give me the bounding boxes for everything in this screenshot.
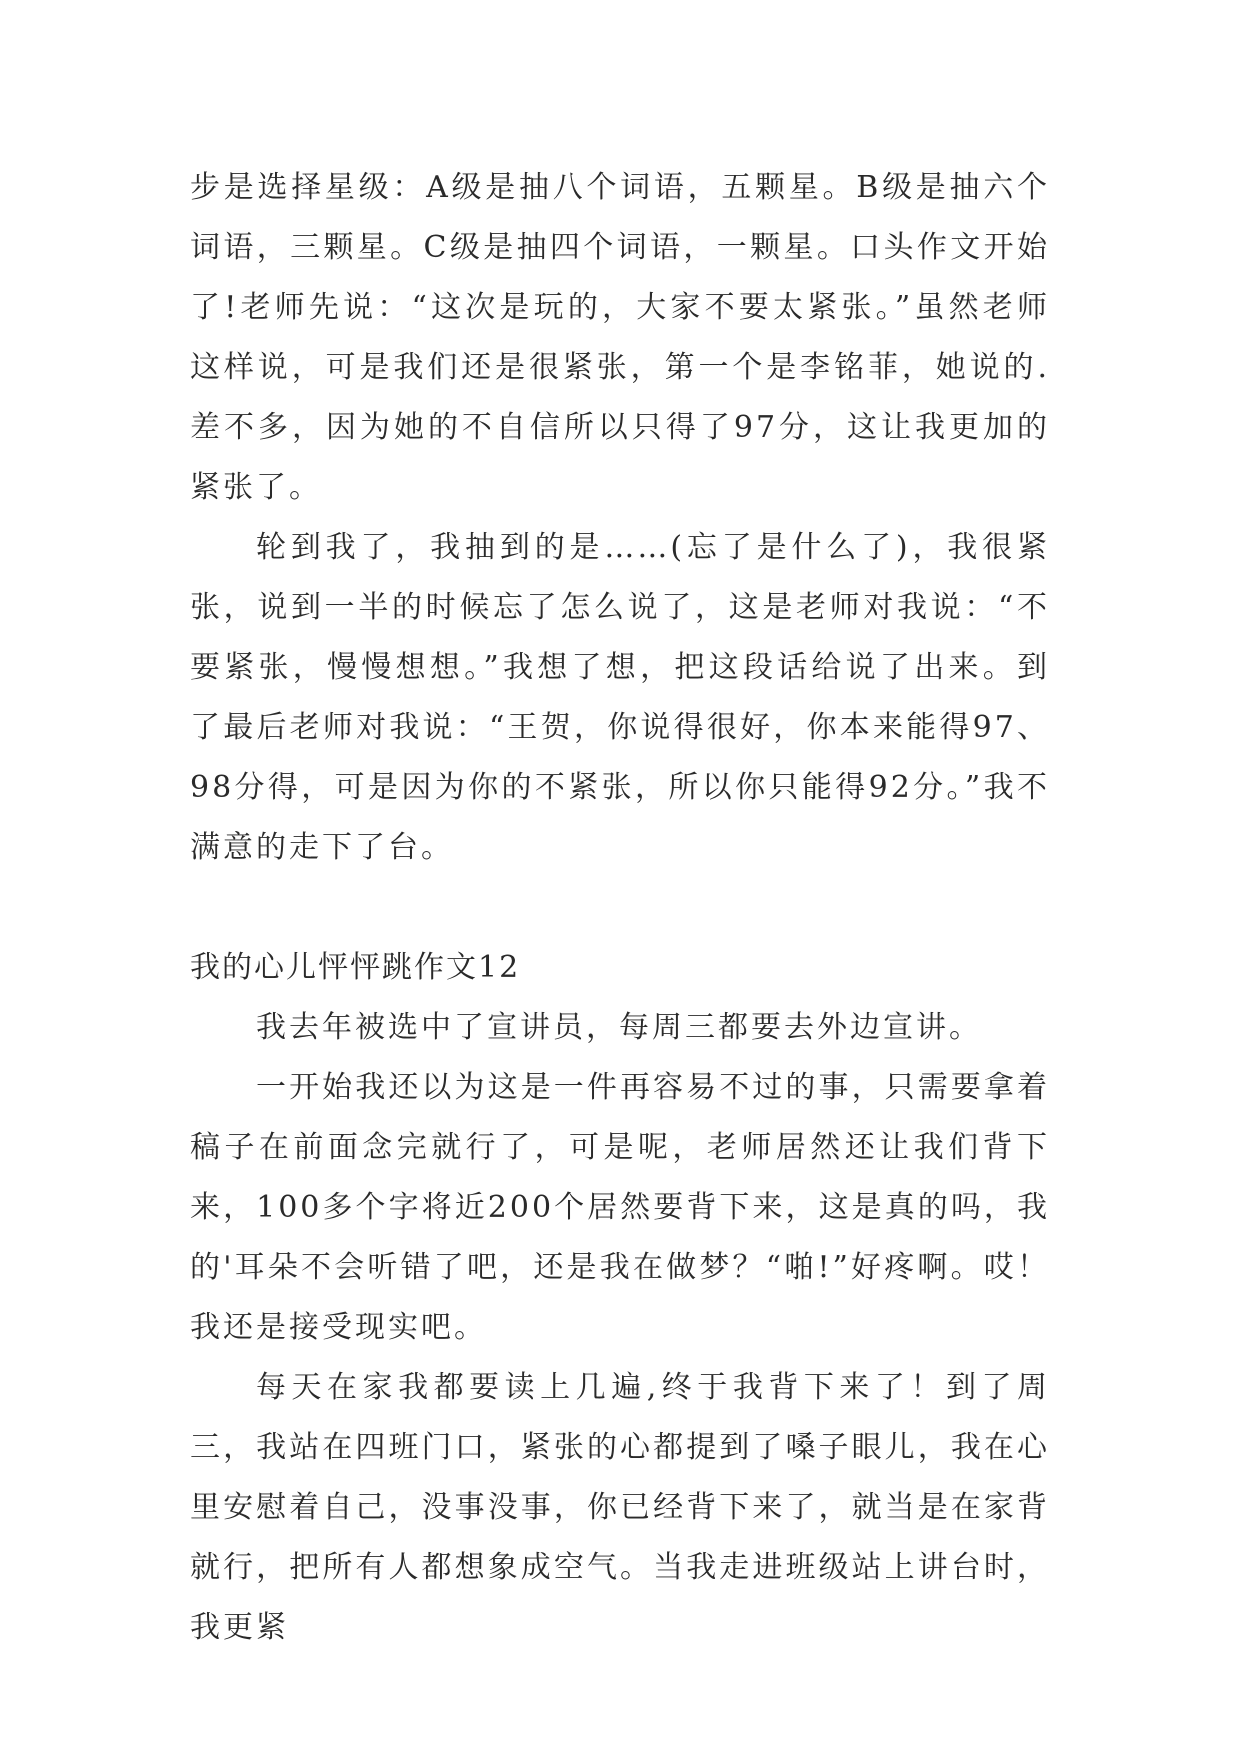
paragraph: 每天在家我都要读上几遍,终于我背下来了！到了周三，我站在四班门口，紧张的心都提到了嗓子眼儿，我在心里安慰着自己，没事没事，你已经背下来了，就当是在家背就行，把所有人都想象成空气。当我走进班级站上讲台时，我更紧 bbox=[190, 1370, 1050, 1645]
paragraph: 轮到我了，我抽到的是……(忘了是什么了)，我很紧张，说到一半的时候忘了怎么说了，这是老师对我说：“不要紧张，慢慢想想。”我想了想，把这段话给说了出来。到了最后老师对我说：“王贺，你说得很好，你本来能得97、98分得，可是因为你的不紧张，所以你只能得92分。”我不满意的走下了台。 bbox=[190, 530, 1050, 865]
paragraph-continued: 步是选择星级：A级是抽八个词语，五颗星。B级是抽六个词语，三颗星。C级是抽四个词语，一颗星。口头作文开始了!老师先说：“这次是玩的，大家不要太紧张。”虽然老师这样说，可是我们还是很紧张，第一个是李铭菲，她说的.差不多，因为她的不自信所以只得了97分，这让我更加的紧张了。 bbox=[190, 170, 1050, 505]
paragraph: 一开始我还以为这是一件再容易不过的事，只需要拿着稿子在前面念完就行了，可是呢，老师居然还让我们背下来，100多个字将近200个居然要背下来，这是真的吗，我的'耳朵不会听错了吧，还是我在做梦？“啪!”好疼啊。哎！我还是接受现实吧。 bbox=[190, 1070, 1050, 1345]
section-title: 我的心儿怦怦跳作文12 bbox=[190, 950, 521, 985]
document-body bbox=[190, 158, 1050, 1658]
paragraph: 我去年被选中了宣讲员，每周三都要去外边宣讲。 bbox=[256, 1010, 982, 1045]
